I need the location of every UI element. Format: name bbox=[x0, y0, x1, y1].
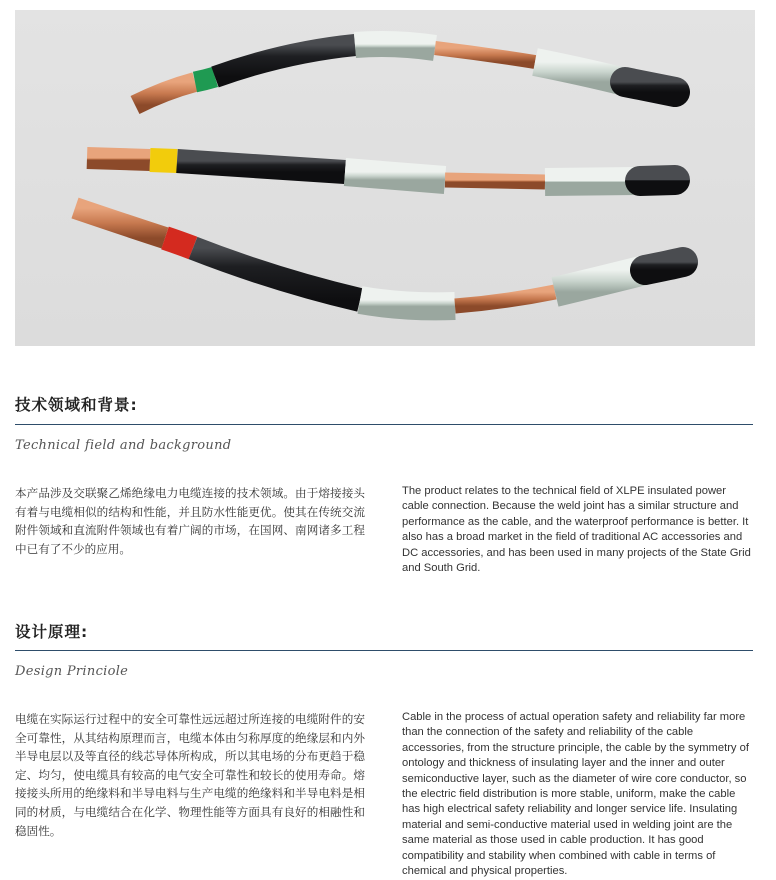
cable-2 bbox=[87, 158, 675, 182]
technical-field-chinese-text: 本产品涉及交联聚乙烯绝缘电力电缆连接的技术领域。由于熔接接头有着与电缆相似的结构和性能，并且防水性能更优。使其在传统交流附件领域和直流附件领域也有着广阔的市场，在国网、南网诸多工程中已有了不少的应用。 bbox=[15, 486, 365, 556]
section-technical-field-subtitle: Technical field and background bbox=[15, 438, 232, 453]
cable-1 bbox=[135, 44, 675, 105]
section-divider bbox=[15, 424, 753, 425]
section-design-principle-subtitle: Design Princiole bbox=[15, 664, 129, 679]
section-design-principle-title: 设计原理: bbox=[15, 623, 89, 641]
design-principle-english-text: Cable in the process of actual operation safety and reliability far more than the connection of the safety and reliability of the cable accessories, from the structure principle, the cable by the symmetry of ontology and thickness of insulating layer and the inner and outer semiconductive layer, such as the diameter of wire core conductor, so the electric field distribution is more stable, uniform, make the cable has high electrical safety reliability and longer service life. Insulating material and semi-conductive material used in welding joint are the same material as those used in cable production. It has good compatibility and stability when combined with cable in terms of chemical and physical properties. bbox=[402, 711, 749, 878]
technical-field-english-text: The product relates to the technical field of XLPE insulated power cable connection. Because the weld joint has a similar structure and performance as the cable, and the waterproof performance is better. It also has a broad market in the field of traditional AC accessories and DC accessories, and has been used in many projects of the State Grid and South Grid. bbox=[402, 485, 751, 575]
cable-3 bbox=[75, 208, 683, 306]
cable-joints-illustration bbox=[15, 10, 755, 346]
design-principle-chinese-text: 电缆在实际运行过程中的安全可靠性远远超过所连接的电缆附件的安全可靠性，从其结构原理而言，电缆本体由匀称厚度的绝缘层和内外半导电层以及等直径的线芯导体所构成，所以其电场的分布更趋于稳定、均匀，使电缆具有较高的电气安全可靠性和较长的使用寿命。熔接接头所用的绝缘料和半导电料与生产电缆的绝缘料和半导电料是相同的材质，与电缆结合在化学、物理性能等方面具有良好的相融性和稳固性。 bbox=[15, 712, 365, 838]
section-divider bbox=[15, 650, 753, 651]
cable-joints-photo bbox=[15, 10, 755, 346]
section-technical-field-title: 技术领域和背景: bbox=[15, 396, 138, 414]
